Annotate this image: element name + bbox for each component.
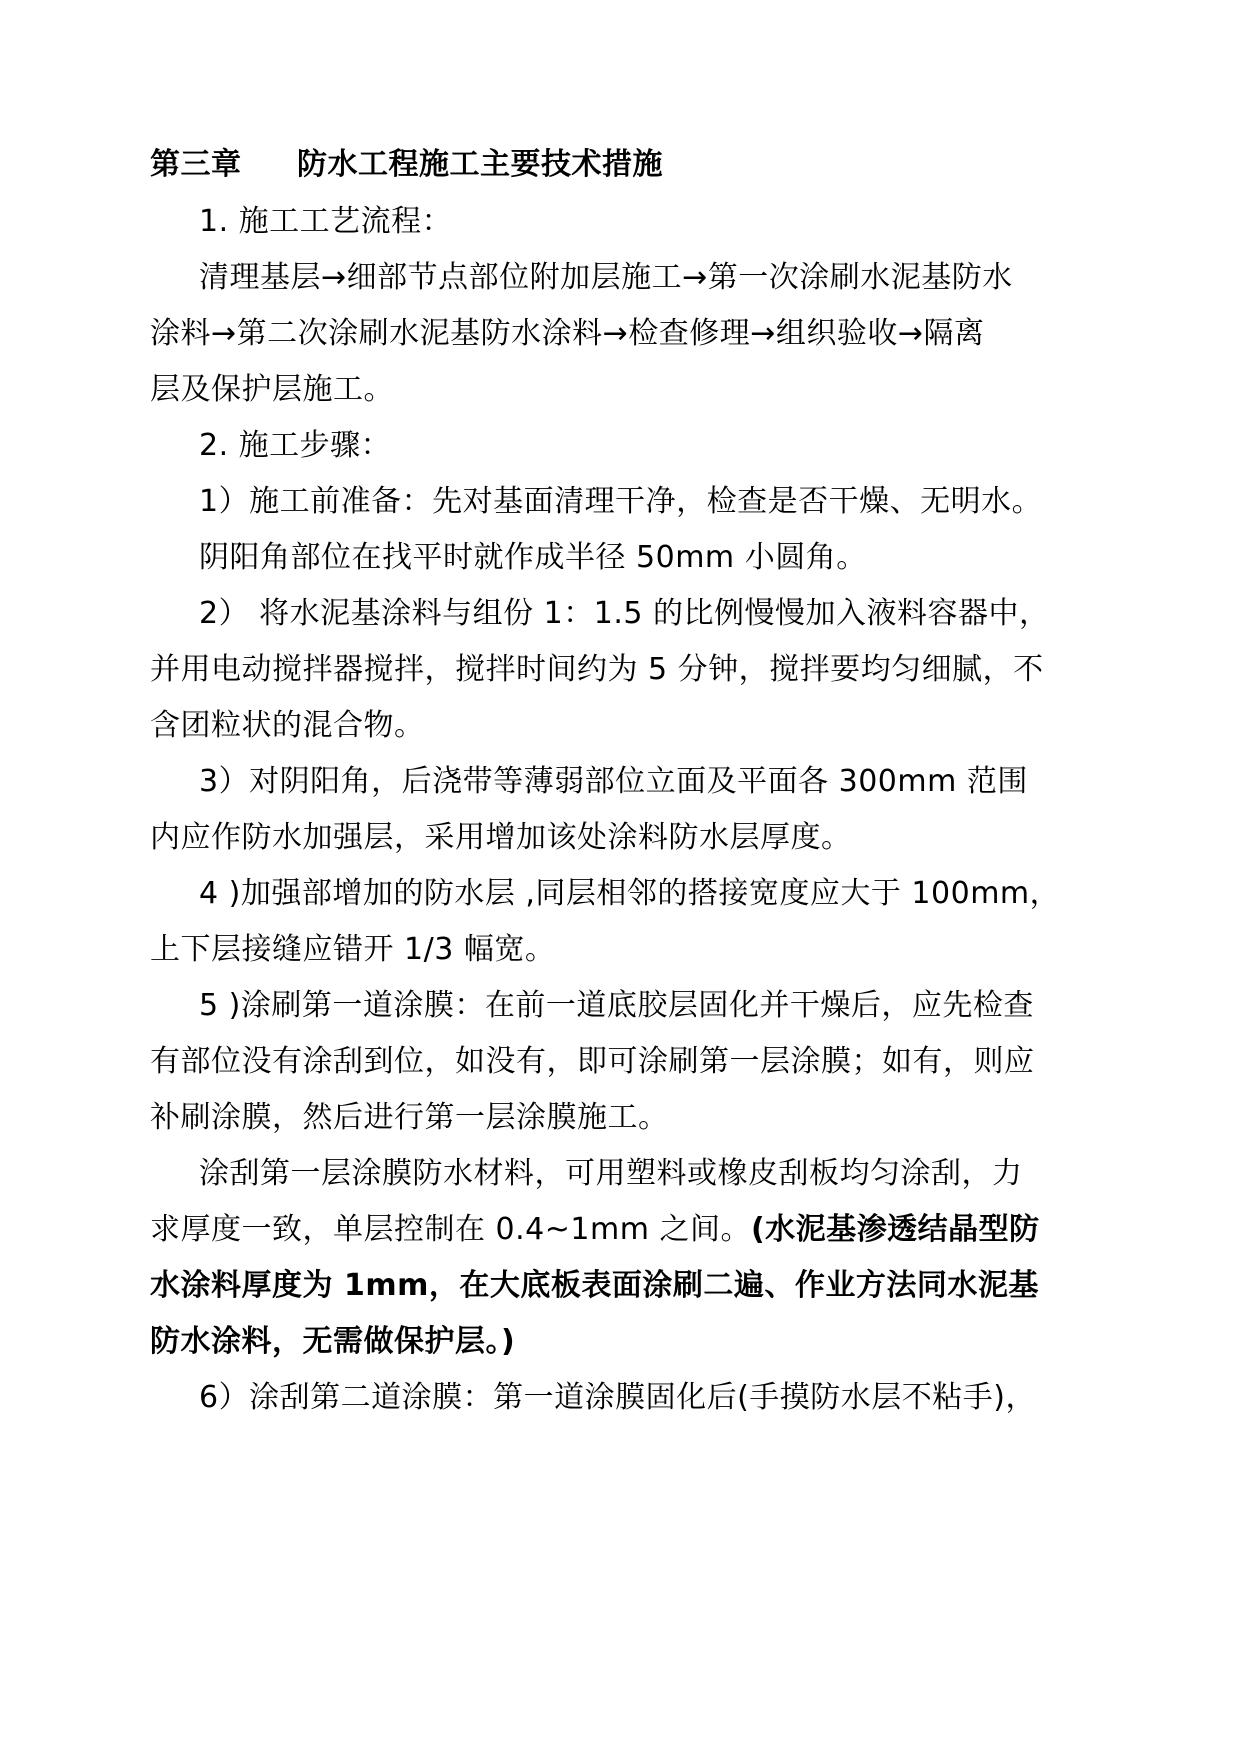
- chapter-number: 第三章: [150, 147, 242, 182]
- step-4-line-1: 4 )加强部增加的防水层 ,同层相邻的搭接宽度应大于 100mm，: [199, 876, 1061, 911]
- coating-thickness-text: 求厚度一致，单层控制在 0.4~1mm 之间。: [150, 1212, 751, 1247]
- step-2-line-3: 含团粒状的混合物。: [150, 708, 425, 743]
- step-1-line-2: 阴阳角部位在找平时就作成半径 50mm 小圆角。: [199, 540, 867, 575]
- chapter-title: 防水工程施工主要技术措施: [297, 147, 663, 182]
- step-5-line-1: 5 )涂刷第一道涂膜：在前一道底胶层固化并干燥后，应先检查: [199, 988, 1034, 1023]
- step-3-line-2: 内应作防水加强层，采用增加该处涂料防水层厚度。: [150, 820, 852, 855]
- coating-paragraph-line-1: 涂刮第一层涂膜防水材料，可用塑料或橡皮刮板均匀涂刮，力: [199, 1156, 1023, 1191]
- section-2-heading: 2. 施工步骤：: [199, 428, 392, 463]
- step-6-line-1: 6）涂刮第二道涂膜：第一道涂膜固化后(手摸防水层不粘手)，: [199, 1380, 1036, 1415]
- chapter-heading: [150, 145, 1110, 185]
- step-2-line-2: 并用电动搅拌器搅拌，搅拌时间约为 5 分钟，搅拌要均匀细腻，不: [150, 652, 1044, 687]
- step-1-line-1: 1）施工前准备：先对基面清理干净，检查是否干燥、无明水。: [199, 484, 1043, 519]
- process-flow-line-2: 涂料→第二次涂刷水泥基防水涂料→检查修理→组织验收→隔离: [150, 316, 985, 351]
- step-2-line-1: 2） 将水泥基涂料与组份 1：1.5 的比例慢慢加入液料容器中，: [199, 596, 1050, 631]
- process-flow-line-3: 层及保护层施工。: [150, 372, 394, 407]
- coating-paragraph-line-2: [150, 1210, 1110, 1250]
- bold-note-start: (水泥基渗透结晶型防: [750, 1212, 1040, 1247]
- process-flow-line-1: 清理基层→细部节点部位附加层施工→第一次涂刷水泥基防水: [199, 260, 1013, 295]
- section-1-heading: 1. 施工工艺流程：: [199, 204, 453, 239]
- step-3-line-1: 3）对阴阳角，后浇带等薄弱部位立面及平面各 300mm 范围: [199, 764, 1028, 799]
- step-4-line-2: 上下层接缝应错开 1/3 幅宽。: [150, 932, 556, 967]
- bold-note-line-2: 水涂料厚度为 1mm，在大底板表面涂刷二遍、作业方法同水泥基: [150, 1268, 1039, 1303]
- step-5-line-2: 有部位没有涂刮到位，如没有，即可涂刷第一层涂膜；如有，则应: [150, 1044, 1035, 1079]
- step-5-line-3: 补刷涂膜，然后进行第一层涂膜施工。: [150, 1100, 669, 1135]
- bold-note-line-3: 防水涂料，无需做保护层。): [150, 1324, 516, 1359]
